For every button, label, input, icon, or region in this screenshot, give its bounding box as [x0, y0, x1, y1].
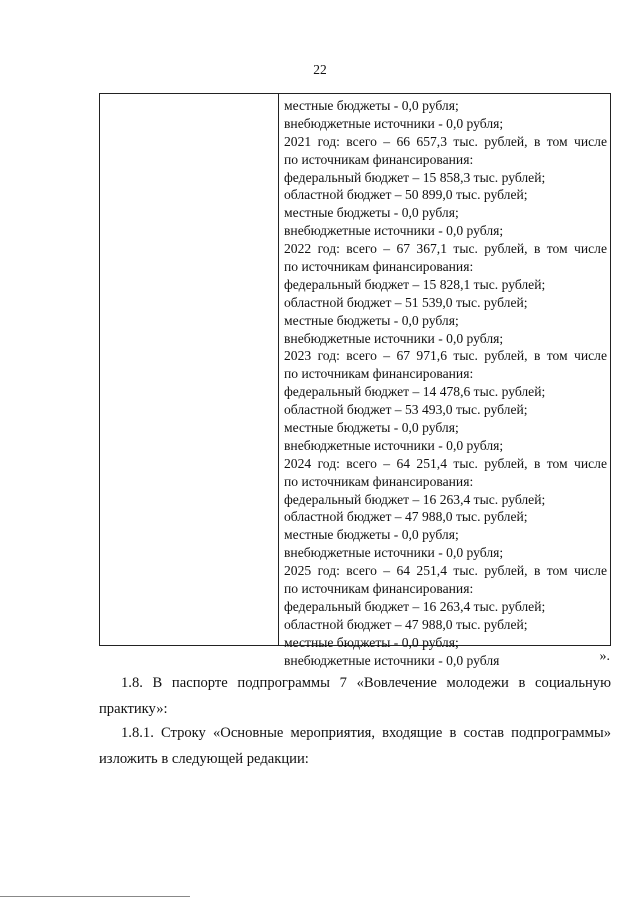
- table-line: внебюджетные источники - 0,0 рубля;: [284, 223, 504, 239]
- table-line: по источникам финансирования:: [284, 366, 474, 382]
- table-line: внебюджетные источники - 0,0 рубля;: [284, 545, 504, 561]
- table-line: 2023 год: всего – 67 971,6 тыс. рублей, в том числе: [284, 348, 607, 364]
- closing-quote: ».: [599, 649, 610, 664]
- page-number: 22: [313, 62, 327, 77]
- table-line: по источникам финансирования:: [284, 473, 474, 489]
- table-line: местные бюджеты - 0,0 рубля;: [284, 98, 459, 113]
- funding-table: [99, 93, 611, 668]
- funding-cell: [284, 97, 607, 670]
- table-line: 2025 год: всего – 64 251,4 тыс. рублей, в том числе: [284, 563, 607, 579]
- table-line: внебюджетные источники - 0,0 рубля;: [284, 115, 504, 131]
- table-line: областной бюджет – 53 493,0 тыс. рублей;: [284, 402, 528, 418]
- table-line: областной бюджет – 50 899,0 тыс. рублей;: [284, 187, 528, 203]
- table-line: федеральный бюджет – 16 263,4 тыс. рублей;: [284, 491, 546, 507]
- table-line: внебюджетные источники - 0,0 рубля: [284, 652, 500, 668]
- table-line: федеральный бюджет – 14 478,6 тыс. рублей;: [284, 384, 546, 400]
- table-line: федеральный бюджет – 15 828,1 тыс. рублей;: [284, 276, 546, 292]
- table-line: по источникам финансирования:: [284, 151, 474, 167]
- table-line: местные бюджеты - 0,0 рубля;: [284, 205, 459, 221]
- table-line: областной бюджет – 47 988,0 тыс. рублей;: [284, 616, 528, 632]
- table-line: областной бюджет – 51 539,0 тыс. рублей;: [284, 294, 528, 310]
- table-line: 2024 год: всего – 64 251,4 тыс. рублей, в том числе: [284, 455, 607, 471]
- table-line: внебюджетные источники - 0,0 рубля;: [284, 437, 504, 453]
- table-line: местные бюджеты - 0,0 рубля;: [284, 634, 459, 650]
- paragraph-1-8: 1.8. В паспорте подпрограммы 7 «Вовлечение молодежи в социальную практику»:: [99, 675, 611, 717]
- footer-rule: [0, 896, 190, 897]
- table-line: федеральный бюджет – 15 858,3 тыс. рублей;: [284, 169, 546, 185]
- table-line: местные бюджеты - 0,0 рубля;: [284, 420, 459, 436]
- table-line: местные бюджеты - 0,0 рубля;: [284, 527, 459, 543]
- table-line: по источникам финансирования:: [284, 581, 474, 597]
- table-line: федеральный бюджет – 16 263,4 тыс. рублей;: [284, 598, 546, 614]
- table-line: областной бюджет – 47 988,0 тыс. рублей;: [284, 509, 528, 525]
- table-line: 2021 год: всего – 66 657,3 тыс. рублей, в том числе: [284, 133, 607, 149]
- table-line: 2022 год: всего – 67 367,1 тыс. рублей, в том числе: [284, 241, 607, 257]
- paragraph-1-8-1: 1.8.1. Строку «Основные мероприятия, входящие в состав подпрограммы» изложить в следующей редакции:: [99, 725, 611, 767]
- table-line: внебюджетные источники - 0,0 рубля;: [284, 330, 504, 346]
- table-line: по источникам финансирования:: [284, 259, 474, 275]
- table-line: местные бюджеты - 0,0 рубля;: [284, 312, 459, 328]
- table-column-divider: [278, 94, 279, 645]
